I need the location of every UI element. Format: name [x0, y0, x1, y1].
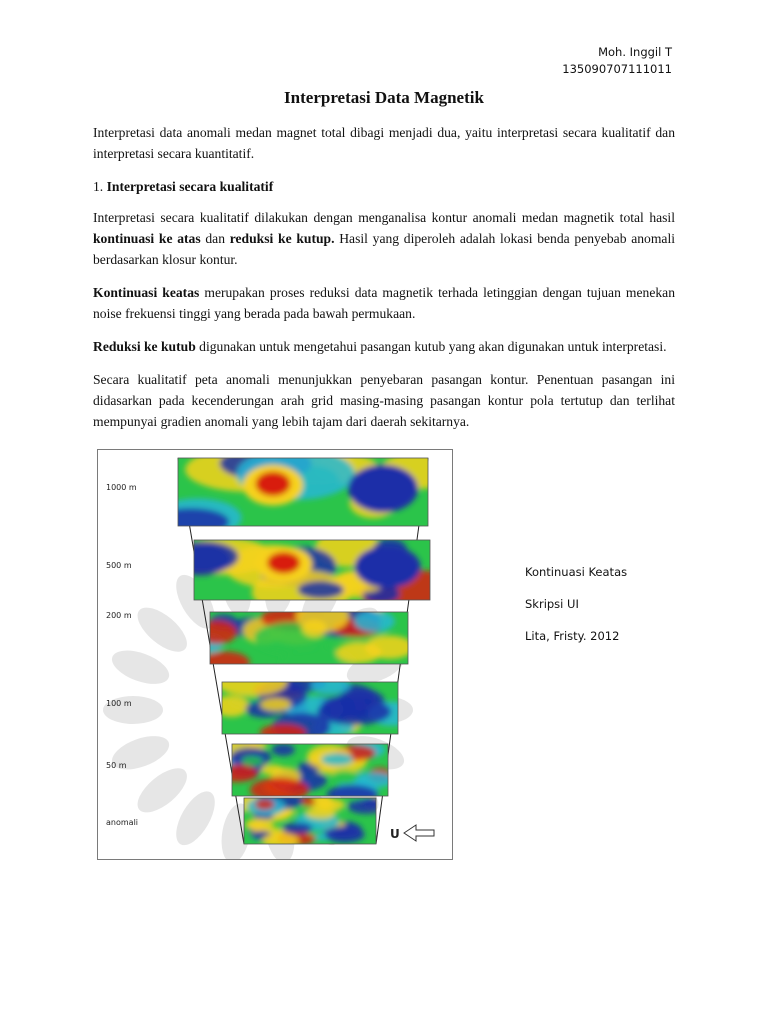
north-label: U [390, 827, 400, 841]
text-run: digunakan untuk mengetahui pasangan kutub yang akan digunakan untuk interpretasi. [195, 339, 667, 354]
level-label: 50 m [106, 761, 127, 770]
caption-title: Kontinuasi Keatas [525, 565, 628, 579]
section-heading [93, 176, 675, 197]
figure-canvas [98, 450, 452, 859]
author-block [562, 44, 672, 78]
figure-caption [525, 565, 627, 661]
caption-author: Lita, Fristy. 2012 [525, 629, 620, 643]
anomaly-map-panel [214, 668, 415, 741]
text-run: dan [200, 231, 230, 246]
arrow-icon [404, 825, 434, 841]
north-arrow [390, 825, 434, 841]
caption-source: Skripsi UI [525, 597, 579, 611]
section-heading-text: Interpretasi secara kualitatif [106, 179, 274, 194]
bold-term-continuation: Kontinuasi keatas [93, 285, 200, 300]
level-label: 500 m [106, 561, 132, 570]
document-title: Interpretasi Data Magnetik [284, 88, 484, 107]
bold-term-pole: reduksi ke kutup. [229, 231, 335, 246]
paragraph-intro: Interpretasi data anomali medan magnet total dibagi menjadi dua, yaitu interpretasi secara kualitatif dan interpretasi secara kuantitatif. [93, 125, 675, 161]
bold-term-reduction: Reduksi ke kutub [93, 339, 196, 354]
paragraph-reduction [93, 336, 675, 357]
author-name: Moh. Inggil T [598, 45, 672, 59]
document-body [93, 122, 675, 444]
anomaly-map-panel [152, 450, 452, 537]
upward-continuation-figure [97, 449, 453, 860]
section-number: 1. [93, 179, 107, 194]
text-run: Hasil yang diperoleh adalah lokasi benda penyebab anomali berdasarkan klosur kontur. [93, 231, 675, 267]
author-id: 135090707111011 [562, 62, 672, 76]
anomaly-map-panel [223, 791, 392, 848]
paragraph-qualitative [93, 207, 675, 270]
paragraph-summary: Secara kualitatif peta anomali menunjukkan penyebaran pasangan kontur. Penentuan pasangan ini didasarkan pada kecenderungan arah grid masing-masing pasangan kontur pola tertutup dan terlihat mempunyai gradien anomali yang lebih tajam dari daerah sekitarnya. [93, 372, 675, 429]
level-label: 100 m [106, 699, 132, 708]
level-label: 1000 m [106, 483, 137, 492]
paragraph-continuation [93, 282, 675, 324]
bold-term-upward: kontinuasi ke atas [93, 231, 201, 246]
level-label: 200 m [106, 611, 132, 620]
level-label: anomali [106, 818, 139, 827]
text-run: merupakan proses reduksi data magnetik terhada letinggian dengan tujuan menekan noise frekuensi tinggi yang berada pada bawah permukaan. [93, 285, 675, 321]
text-run: Interpretasi secara kualitatif dilakukan dengan menganalisa kontur anomali medan magnetik total hasil [93, 210, 675, 225]
